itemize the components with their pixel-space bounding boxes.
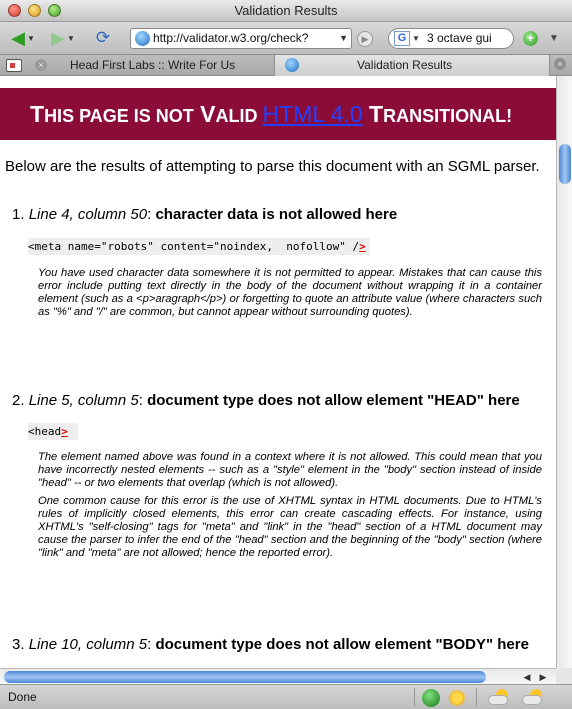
code-line (12, 237, 542, 255)
navigation-toolbar (0, 22, 572, 54)
intro-text: Below are the results of attempting to parse this document with an SGML parser. (5, 158, 540, 175)
back-arrow-icon: ◀ (11, 27, 25, 48)
error-position: Line 10, column 5 (28, 636, 148, 653)
error-item (12, 636, 542, 653)
error-message: character data is not allowed here (155, 206, 398, 223)
horizontal-scrollbar[interactable] (0, 668, 556, 684)
forward-button[interactable] (46, 27, 80, 49)
cloud-icon (520, 689, 546, 707)
go-button[interactable]: ▶ (357, 31, 373, 47)
error-number: 1. (12, 206, 25, 223)
status-text: Done (8, 690, 37, 704)
validation-banner (0, 88, 556, 140)
google-icon[interactable]: G (394, 31, 410, 46)
url-text: http://validator.w3.org/check? (153, 31, 309, 45)
error-heading: 1. Line 4, column 50: character data is not allowed here (12, 206, 398, 223)
error-number: 2. (12, 392, 25, 409)
error-position: Line 4, column 50 (28, 206, 148, 223)
status-ok-icon[interactable] (422, 689, 440, 707)
tab-label: Validation Results (357, 58, 453, 72)
error-marker: > (359, 240, 366, 253)
html-4-link[interactable]: HTML 4.0 (262, 101, 363, 127)
banner-not: NOT (155, 106, 194, 126)
tab-validation-results[interactable] (274, 55, 550, 76)
new-tab-icon[interactable] (6, 59, 22, 72)
status-divider (414, 688, 415, 707)
search-engine-dropdown-icon[interactable]: ▼ (412, 34, 420, 43)
banner-text: V (200, 101, 216, 127)
code-text: <head (28, 425, 62, 438)
title-bar (0, 0, 572, 22)
tab-head-first-labs[interactable] (28, 55, 274, 76)
error-message: document type does not allow element "HEAD" here (147, 392, 520, 409)
code-text: <meta name="robots" content="noindex, nofollow" / (28, 240, 360, 253)
back-button[interactable] (6, 27, 40, 49)
globe-icon (285, 58, 299, 72)
status-bar (0, 684, 572, 709)
error-item (12, 392, 542, 560)
error-heading: 3. Line 10, column 5: document type does not allow element "BODY" here (12, 636, 529, 653)
code-excerpt (28, 238, 370, 255)
error-explanation: You have used character data somewhere it is not permitted to appear. Mistakes that can cause this error include putting text directly in the body of the document without wrapping it in a container element (such as a <p>aragraph</p>) or forgetting to quote an attribute value (where characters such as "%" and "/" are common, but cannot appear without surrounding quotes). (38, 267, 542, 318)
banner-text: HIS PAGE IS (44, 106, 156, 126)
tab-label: Head First Labs :: Write For Us (70, 58, 236, 72)
error-message: document type does not allow element "BODY" here (155, 636, 529, 653)
vertical-scrollbar[interactable] (556, 76, 572, 668)
close-icon[interactable]: × (35, 59, 47, 71)
dropdown-arrow-icon: ▼ (66, 33, 75, 43)
banner-text: T (369, 101, 384, 127)
error-marker: > (61, 425, 68, 438)
search-text: 3 octave gui (427, 31, 492, 45)
tab-bar (0, 54, 572, 76)
url-dropdown-icon[interactable]: ▼ (339, 33, 348, 43)
window-title: Validation Results (234, 3, 338, 18)
reload-icon: ⟳ (95, 28, 111, 47)
error-heading: 2. Line 5, column 5: document type does not allow element "HEAD" here (12, 392, 520, 409)
close-icon[interactable]: × (554, 58, 566, 70)
page-content (0, 76, 556, 668)
vertical-scroll-thumb[interactable] (559, 144, 571, 184)
menu-dropdown-icon[interactable]: ▼ (549, 33, 559, 44)
banner-text: RANSITIONAL! (383, 106, 513, 126)
error-position: Line 5, column 5 (28, 392, 139, 409)
banner-text: T (30, 101, 45, 127)
cloud-icon (486, 689, 510, 707)
banner-text: ALID (215, 106, 263, 126)
url-input[interactable] (130, 28, 352, 49)
horizontal-scroll-thumb[interactable] (4, 671, 486, 683)
code-excerpt (28, 423, 78, 440)
sun-icon (448, 689, 466, 707)
add-icon[interactable]: + (523, 31, 538, 46)
error-number: 3. (12, 636, 25, 653)
globe-icon (135, 31, 150, 46)
scroll-right-arrow-icon[interactable]: ▶ (539, 672, 547, 682)
scroll-left-arrow-icon[interactable]: ◀ (523, 672, 531, 682)
reload-button[interactable] (90, 27, 116, 49)
status-divider (476, 688, 477, 707)
search-input[interactable] (388, 28, 514, 49)
code-line (12, 422, 542, 440)
scroll-corner (556, 668, 572, 684)
error-explanation: The element named above was found in a context where it is not allowed. This could mean that you have incorrectly nested elements -- such as a "style" element in the "body" section instead of inside "head" -- or two elements that overlap (which is not allowed). (38, 451, 542, 489)
forward-arrow-icon: ▶ (51, 27, 65, 48)
error-explanation: One common cause for this error is the use of XHTML syntax in HTML documents. Due to HTML's rules of implicitly closed elements, this error can create cascading effects. For instance, using XHTML's "self-closing" tags for "meta" and "link" in the "head" section of a HTML document may cause the parser to infer the end of the "head" section and the beginning of the "body" section (where "link" and "meta" are not allowed; hence the reported error). (38, 495, 542, 559)
error-item (12, 206, 542, 319)
dropdown-arrow-icon: ▼ (26, 33, 35, 43)
